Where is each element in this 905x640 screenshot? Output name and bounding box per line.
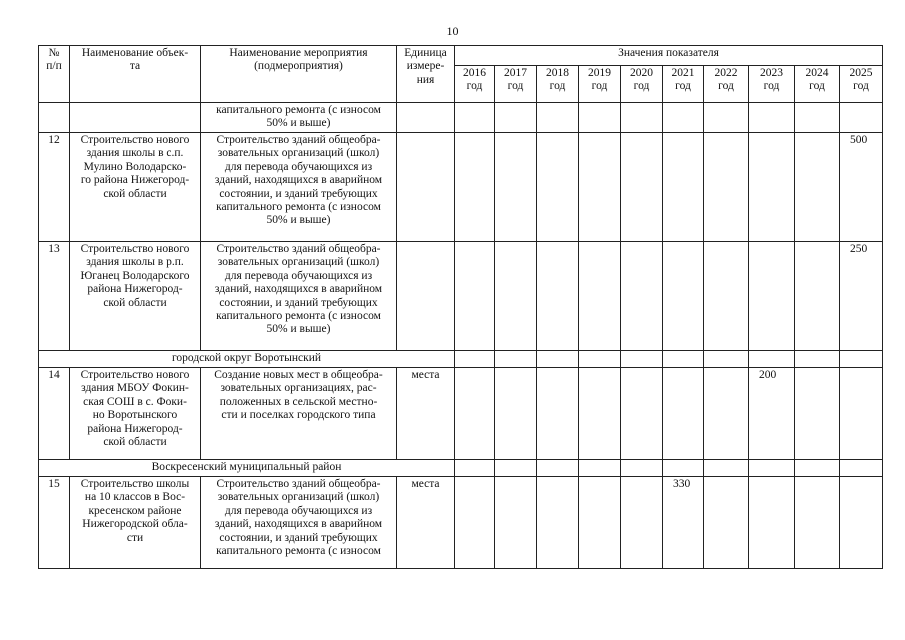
- header-year: 2019 год: [579, 66, 621, 103]
- value-cell: [455, 477, 495, 569]
- object-name: Строительство нового здания школы в р.п. Юганец Володарского района Нижегород- ской области: [70, 242, 201, 351]
- value-cell: [704, 351, 749, 368]
- page-number: 10: [446, 24, 459, 38]
- row-number: 13: [39, 242, 70, 351]
- value-cell: [579, 477, 621, 569]
- value-cell: [795, 103, 840, 133]
- object-name: Строительство школы на 10 классов в Вос- кресенском районе Нижегородской обла- сти: [70, 477, 201, 569]
- header-object: Наименование объек- та: [70, 46, 201, 103]
- table-row: [39, 103, 883, 133]
- header-year: 2016 год: [455, 66, 495, 103]
- header-year: 2017 год: [495, 66, 537, 103]
- unit-cell: места: [397, 477, 455, 569]
- object-name: [70, 103, 201, 133]
- value-cell: [495, 133, 537, 242]
- value-cell: [495, 103, 537, 133]
- object-name: Строительство нового здания МБОУ Фокин- ская СОШ в с. Фоки- но Воротынского района Нижегород- ской области: [70, 368, 201, 460]
- header-unit: Единица измере- ния: [397, 46, 455, 103]
- value-cell: [495, 242, 537, 351]
- value-cell: [455, 133, 495, 242]
- value-cell: [749, 477, 795, 569]
- value-cell: [495, 368, 537, 460]
- table-row: [39, 242, 883, 351]
- value-cell: [795, 133, 840, 242]
- value-cell: [537, 133, 579, 242]
- table-body: [39, 103, 883, 569]
- unit-cell: места: [397, 368, 455, 460]
- row-number: 14: [39, 368, 70, 460]
- value-cell: [579, 103, 621, 133]
- value-cell: [704, 460, 749, 477]
- value-cell: [795, 477, 840, 569]
- header-year: 2018 год: [537, 66, 579, 103]
- measure-name: капитального ремонта (с износом 50% и выше): [201, 103, 397, 133]
- value-cell: [704, 368, 749, 460]
- unit-cell: [397, 103, 455, 133]
- value-cell: [749, 103, 795, 133]
- value-cell: 330: [663, 477, 704, 569]
- value-cell: [749, 133, 795, 242]
- value-cell: [455, 368, 495, 460]
- value-cell: [579, 351, 621, 368]
- value-cell: [621, 242, 663, 351]
- value-cell: [621, 103, 663, 133]
- value-cell: [663, 133, 704, 242]
- value-cell: [840, 368, 883, 460]
- value-cell: [840, 460, 883, 477]
- value-cell: [704, 242, 749, 351]
- header-values-group: Значения показателя: [455, 46, 883, 66]
- value-cell: [579, 242, 621, 351]
- value-cell: [537, 368, 579, 460]
- value-cell: [749, 242, 795, 351]
- value-cell: [840, 351, 883, 368]
- header-num: № п/п: [39, 46, 70, 103]
- value-cell: [749, 460, 795, 477]
- unit-cell: [397, 133, 455, 242]
- value-cell: [621, 460, 663, 477]
- table-row: [39, 477, 883, 569]
- value-cell: [455, 103, 495, 133]
- header-measure: Наименование мероприятия (подмероприятия): [201, 46, 397, 103]
- measure-name: Строительство зданий общеобра- зовательных организаций (школ) для перевода обучающихся из зданий, находящихся в аварийном состоянии, и зданий требующих капитального ремонта (с износом 50% и выше): [201, 133, 397, 242]
- value-cell: [663, 242, 704, 351]
- value-cell: [663, 460, 704, 477]
- header-year: 2020 год: [621, 66, 663, 103]
- value-cell: [749, 351, 795, 368]
- section-row: [39, 460, 883, 477]
- value-cell: [704, 477, 749, 569]
- row-number: 12: [39, 133, 70, 242]
- value-cell: [840, 477, 883, 569]
- value-cell: [537, 351, 579, 368]
- value-cell: [537, 103, 579, 133]
- value-cell: [495, 351, 537, 368]
- value-cell: [537, 460, 579, 477]
- section-title: Воскресенский муниципальный район: [39, 460, 455, 477]
- measure-name: Создание новых мест в общеобра- зовательных организациях, рас- положенных в сельской местно- сти и поселках городского типа: [201, 368, 397, 460]
- value-cell: [455, 242, 495, 351]
- value-cell: [663, 351, 704, 368]
- value-cell: [795, 368, 840, 460]
- unit-cell: [397, 242, 455, 351]
- value-cell: [795, 351, 840, 368]
- table-row: [39, 368, 883, 460]
- section-row: [39, 351, 883, 368]
- value-cell: [455, 460, 495, 477]
- section-title: городской округ Воротынский: [39, 351, 455, 368]
- value-cell: 500: [840, 133, 883, 242]
- value-cell: 250: [840, 242, 883, 351]
- value-cell: [621, 477, 663, 569]
- value-cell: [495, 460, 537, 477]
- value-cell: [795, 460, 840, 477]
- header-year: 2023 год: [749, 66, 795, 103]
- value-cell: [621, 368, 663, 460]
- value-cell: [579, 133, 621, 242]
- value-cell: [537, 477, 579, 569]
- value-cell: [704, 133, 749, 242]
- table-row: [39, 133, 883, 242]
- value-cell: [663, 368, 704, 460]
- row-number: [39, 103, 70, 133]
- object-name: Строительство нового здания школы в с.п. Мулино Володарско- го района Нижегород- ской области: [70, 133, 201, 242]
- header-year: 2021 год: [663, 66, 704, 103]
- value-cell: [621, 351, 663, 368]
- value-cell: [537, 242, 579, 351]
- table-header: [39, 46, 883, 103]
- value-cell: [704, 103, 749, 133]
- header-year: 2025 год: [840, 66, 883, 103]
- value-cell: 200: [749, 368, 795, 460]
- value-cell: [840, 103, 883, 133]
- value-cell: [579, 368, 621, 460]
- header-year: 2024 год: [795, 66, 840, 103]
- header-year: 2022 год: [704, 66, 749, 103]
- value-cell: [495, 477, 537, 569]
- value-cell: [579, 460, 621, 477]
- measure-name: Строительство зданий общеобра- зовательных организаций (школ) для перевода обучающихся из зданий, находящихся в аварийном состоянии, и зданий требующих капитального ремонта (с износом 50% и выше): [201, 242, 397, 351]
- indicators-table: [38, 45, 883, 569]
- measure-name: Строительство зданий общеобра- зовательных организаций (школ) для перевода обучающихся из зданий, находящихся в аварийном состоянии, и зданий требующих капитального ремонта (с износом: [201, 477, 397, 569]
- value-cell: [621, 133, 663, 242]
- row-number: 15: [39, 477, 70, 569]
- value-cell: [455, 351, 495, 368]
- value-cell: [663, 103, 704, 133]
- value-cell: [795, 242, 840, 351]
